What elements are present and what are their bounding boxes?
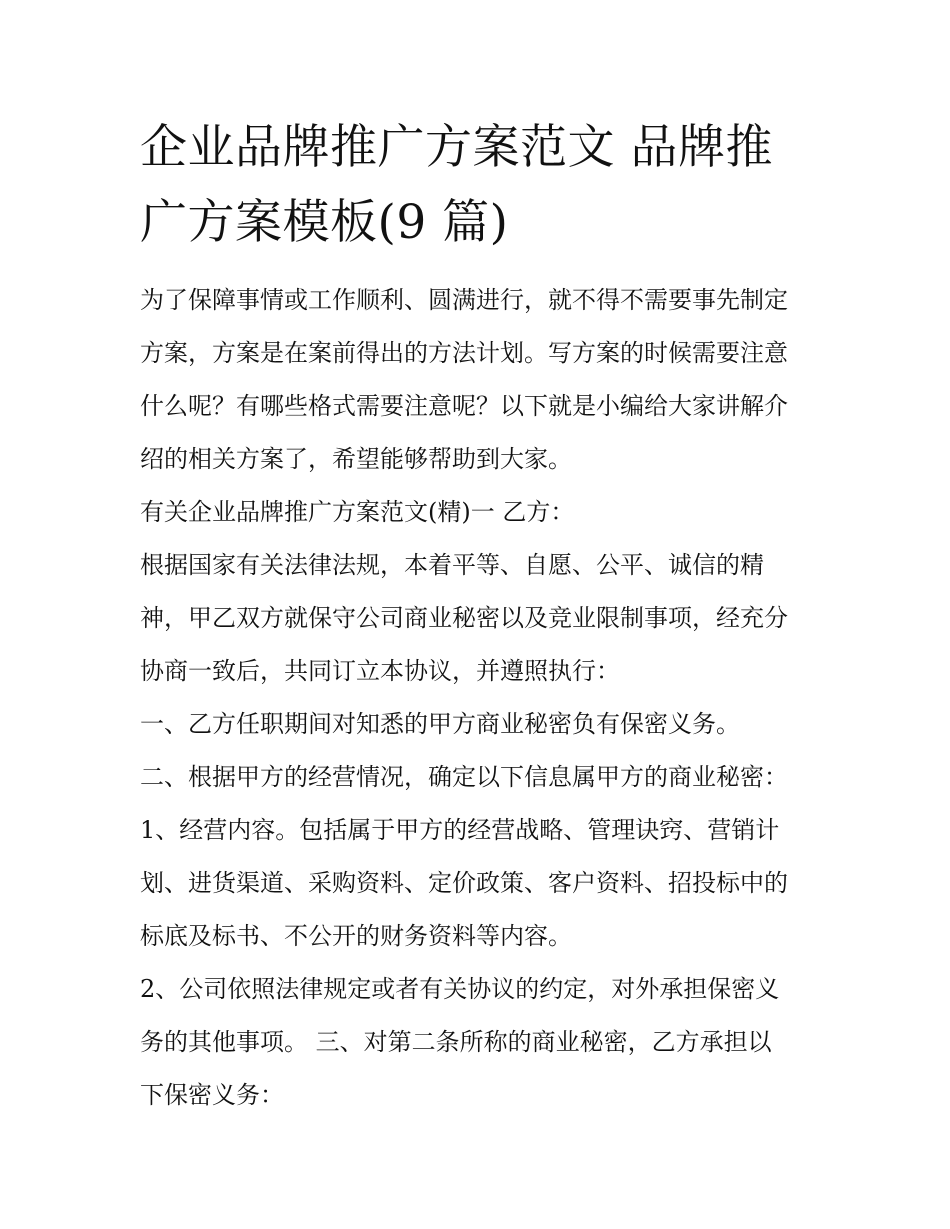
clause-one-paragraph: 一、乙方任职期间对知悉的甲方商业秘密负有保密义务。	[140, 710, 740, 738]
document-title: 企业品牌推广方案范文 品牌推 广方案模板(9 篇)	[140, 120, 773, 250]
clause-two-paragraph: 二、根据甲方的经营情况，确定以下信息属甲方的商业秘密：	[140, 763, 788, 791]
section-heading: 有关企业品牌推广方案范文(精)一 乙方：	[140, 498, 575, 526]
item-two-paragraph: 2、公司依照法律规定或者有关协议的约定，对外承担保密义 务的其他事项。 三、对第二条所称的商业秘密，乙方承担以 下保密义务：	[140, 975, 780, 1109]
agreement-basis-paragraph: 根据国家有关法律法规，本着平等、自愿、公平、诚信的精 神，甲乙双方就保守公司商业秘密以及竞业限制事项，经充分 协商一致后，共同订立本协议，并遵照执行：	[140, 551, 788, 685]
intro-paragraph: 为了保障事情或工作顺利、圆满进行，就不得不需要事先制定 方案，方案是在案前得出的方法计划。写方案的时候需要注意 什么呢？有哪些格式需要注意呢？以下就是小编给大家讲解介 绍的相关方案了，希望能够帮助到大家。	[140, 286, 788, 473]
item-one-paragraph: 1、经营内容。包括属于甲方的经营战略、管理诀窍、营销计 划、进货渠道、采购资料、定价政策、客户资料、招投标中的 标底及标书、不公开的财务资料等内容。	[140, 816, 788, 950]
